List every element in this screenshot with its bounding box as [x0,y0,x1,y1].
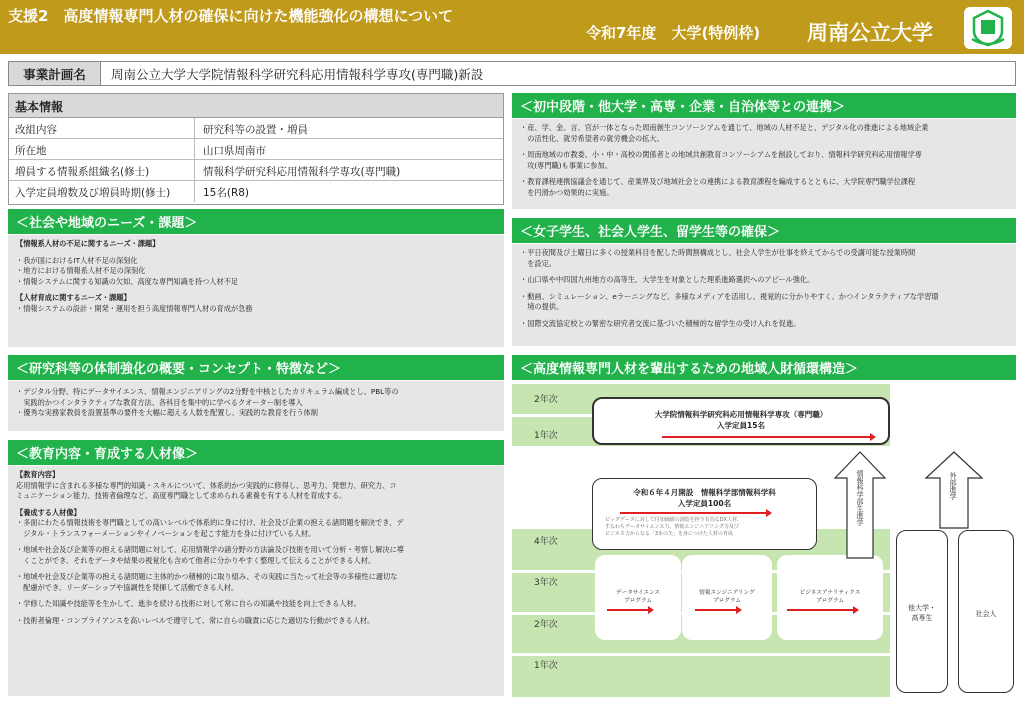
list-item: ・情報システムに関する知識の欠如、高度な専門知識を持つ人材不足 [16,276,239,286]
plan-value: 周南公立大学大学院情報科学研究科応用情報科学専攻(専門職)新設 [111,66,484,82]
list-item: ・産、学、金、言、官が一体となった周南創生コンソーシアムを通じて、地域の人材不足と、デジタル化の推進による地域企業 [520,123,929,132]
list-item: を設定。 [520,258,556,268]
table-row [9,139,503,160]
list-item: ジタル・トランスフォーメーションやイノベーションを起こす能力を身に付けている人材。 [16,528,316,538]
program-data-science: データサイエンス プログラム [595,555,681,640]
section-women-header: ＜女子学生、社会人学生、留学生等の確保＞ [512,218,1016,243]
list-item: 実践的かつインタラクティブな教育方法、各科目を集中的に学べるクオーター制を導入 [16,397,303,407]
grad-arrow [662,436,874,438]
program-arrow [787,609,857,611]
year-label: 1年次 [534,661,558,671]
cell-key: 改組内容 [9,118,195,138]
needs-box [8,235,504,347]
ug-capacity: 入学定員100名 [677,499,732,508]
list-item: 境の提供。 [520,302,564,311]
cell-key: 増員する情報系組織名(修士) [9,160,195,180]
list-item: ・優秀な実務家教員を設置基準の要件を大幅に超える人数を配置し、実践的な教育を行う体制 [16,408,318,417]
ug-title: 令和６年４月開設 情報科学部情報科学科 [633,488,776,497]
year-label: 1年次 [534,431,558,441]
project-plan [8,61,1016,86]
grad-title: 大学院情報科学研究科応用情報科学専攻（専門職） [654,410,828,419]
university-name: 周南公立大学 [807,21,933,45]
list-item: ・技術者倫理・コンプライアンスを高いレベルで遵守して、常に自らの職責に応じた適切な行動ができる人材。 [16,615,375,625]
fiscal-year: 令和7年度 大学(特例枠) [586,24,761,42]
needs-heading: 【情報系人材の不足に関するニーズ・課題】 [16,239,160,248]
plan-label: 事業計画名 [9,62,101,85]
ug-desc: ビッグデータに対して付加価値の創造を担う有為なDX人材、 [605,517,743,523]
basic-info-table [8,93,504,205]
cell-value: 情報科学研究科応用情報科学専攻(専門職) [203,166,401,178]
working-adults-box: 社会人 [958,530,1014,693]
section-cycle-header: ＜高度情報専門人材を輩出するための地域人財循環構造＞ [512,355,1016,380]
list-item: ・周南地域の市教委、小・中・高校の関係者との地域共創教育コンソーシアムを創設しており、情報科学研究科応用情報学専 [520,150,922,159]
year-label: 3年次 [534,578,558,588]
list-item: ・地域や社会及び企業等の抱える諸問題に対して、応用情報学の諸分野の方法論及び技術を用いて分析・考察し解決に導 [16,545,404,554]
cell-value: 15名(R8) [203,187,250,199]
table-row [9,118,503,139]
list-item: を円滑かつ効果的に実施。 [520,187,614,197]
ug-arrow [620,512,770,514]
program-arrow [607,609,652,611]
program-arrow [695,609,740,611]
cooperation-box [512,119,1016,209]
cell-value: 研究科等の設置・増員 [203,124,308,136]
education-box [8,466,504,696]
cell-value: 山口県周南市 [203,145,266,157]
table-row [9,181,503,202]
list-item: ・教育課程連携協議会を通じて、産業界及び地域社会との連携による教育課程を編成するとともに、大学院専門職学位課程 [520,177,916,186]
list-item: 応用情報学に含まれる多様な専門的知識・スキルについて、体系的かつ実践的に修得し、思考力、発想力、研究力、コ [16,480,397,490]
list-item: ・山口県や中四国九州地方の高等生、大学生を対象とした理系進路選択へのアピール強化。 [520,275,815,284]
list-item: ・動画、シミュレーション、eラーニングなど、多様なメディアを活用し、視覚的に分かりやすく、かつインタラクティブな学習環 [520,291,939,301]
list-item: ・学修した知識や技能等を生かして、進歩を続ける技術に対して常に自らの知識や技能を向上できる人材。 [16,599,361,608]
list-item: ・情報システムの設計・開発・運用を担う高度情報専門人材の育成が急務 [16,303,253,313]
external-entry-label: 外部進学 [949,472,957,500]
list-item: 配慮ができ、リーダーシップや協調性を発揮して活動できる人材。 [16,582,239,592]
list-item: ・平日夜間及び土曜日に多くの授業科目を配した時間割構成とし、社会人学生が仕事を終えてからでの受講可能な授業時間 [520,248,916,257]
list-item: の活性化、就労希望者の就労機会の拡大。 [520,133,664,143]
list-item: ・我が国におけるIT人材不足の深刻化 [16,255,138,265]
other-students-box: 他大学・ 高専生 [896,530,948,693]
section-needs-header: ＜社会や地域のニーズ・課題＞ [8,209,504,234]
list-item: ・地域や社会及び企業等の抱える諸問題に主体的かつ積極的に取り組み、その実践に当たって社会等の多様性に適切な [16,572,398,581]
list-item: 攻(専門職)も事業に参加。 [520,160,612,170]
education-heading: 【教育内容】 [16,470,60,479]
section-cooperation-header: ＜初中段階・他大学・高専・企業・自治体等との連携＞ [512,93,1016,118]
list-item: ・デジタル分野、特にデータサイエンス、情報エンジニアリングの2分野を中核としたカリキュラム編成とし、PBL等の [16,387,399,396]
list-item: くことができ、それをデータや結果の視覚化も含めて他者に分かりやすく整理して伝えることができる人材。 [16,555,376,565]
table-row [9,160,503,181]
university-logo [964,7,1012,49]
needs-heading: 【人材育成に関するニーズ・課題】 [16,293,131,302]
system-box [8,381,504,431]
talent-cycle-diagram [512,384,1016,697]
section-system-header: ＜研究科等の体制強化の概要・コンセプト・特徴など＞ [8,355,504,380]
list-item: ミュニケーション能力、技術者倫理など、高度専門職として求められる素養を有する人材を育成する。 [16,491,347,500]
ug-desc: すなわちデータサイエンス力、情報エンジニアリング力及び [605,524,739,530]
page-title: 支援2 高度情報専門人材の確保に向けた機能強化の構想について [8,7,454,25]
header-bar [0,0,1024,54]
ug-program-box [592,478,817,550]
year-label: 4年次 [534,537,558,547]
list-item: ・地方における情報系人材不足の深刻化 [16,266,146,275]
internal-progression-label: 情報科学部生進学 [856,470,864,526]
cell-key: 入学定員増数及び増員時期(修士) [9,181,195,202]
list-item: ・国際交流協定校との緊密な研究者交流に基づいた積極的な留学生の受け入れを促進。 [520,318,801,328]
cell-key: 所在地 [9,139,195,159]
program-business-analytics: ビジネスアナリティクス プログラム [777,555,883,640]
section-education-header: ＜教育内容・育成する人材像＞ [8,440,504,465]
grad-capacity: 入学定員15名 [717,421,765,430]
women-box [512,244,1016,346]
list-item: ・多面にわたる情報技術を専門職としての高いレベルで体系的に身に付け、社会及び企業の抱える諸問題を解決でき、デ [16,518,404,527]
year-label: 2年次 [534,395,558,405]
basic-info-title: 基本情報 [9,94,503,118]
program-info-engineering: 情報エンジニアリング プログラム [682,555,772,640]
education-heading: 【養成する人材像】 [16,507,81,517]
divider [512,653,890,656]
year-label: 2年次 [534,620,558,630]
ug-desc: ビジネス力からなる「3本の矢」を身につけた人材の育成 [605,531,733,537]
